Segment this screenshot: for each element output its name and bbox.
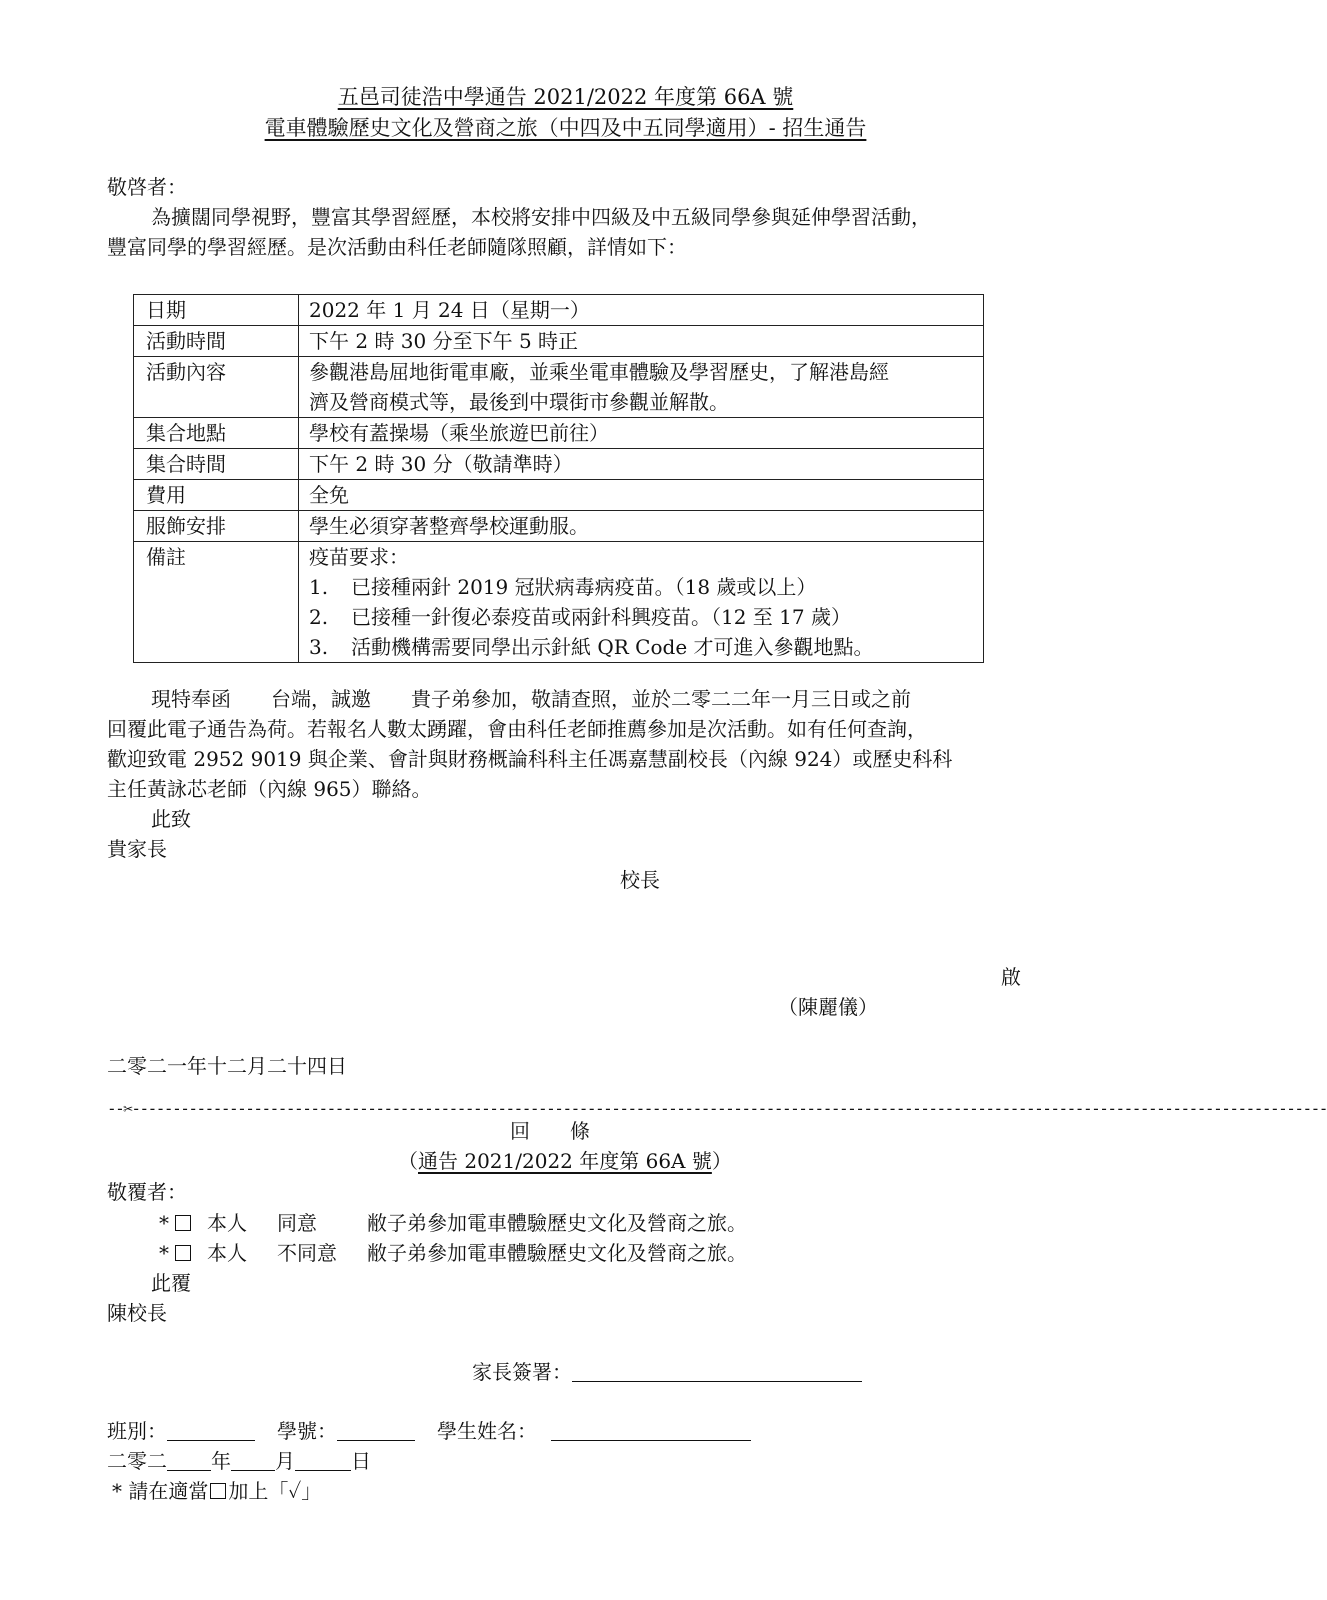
reply-title: 回 條 (510, 1119, 590, 1143)
row-label: 服飾安排 (134, 511, 299, 542)
table-row (134, 295, 984, 326)
year-field[interactable] (167, 1448, 211, 1471)
option-choice: 同意 (277, 1211, 317, 1235)
reply-closing: 此覆 (151, 1271, 191, 1295)
body-line-1: 現特奉函 台端，誠邀 貴子弟參加，敬請查照，並於二零二二年一月三日或之前 (151, 687, 911, 711)
row-value: 下午 2 時 30 分至下午 5 時正 (299, 326, 984, 357)
list-number: 1. (309, 575, 329, 599)
notice-date: 二零二一年十二月二十四日 (107, 1054, 347, 1078)
row-label: 集合地點 (134, 418, 299, 449)
list-number: 2. (309, 605, 329, 629)
principal-title: 校長 (620, 868, 660, 892)
body-line-2: 回覆此電子通告為荷。若報名人數太踴躍，會由科任老師推薦參加是次活動。如有任何查詢， (107, 717, 927, 741)
table-row (134, 511, 984, 542)
number-field[interactable] (337, 1418, 415, 1441)
option-text: 敝子弟參加電車體驗歷史文化及營商之旅。 (367, 1211, 747, 1235)
salutation: 敬啓者： (107, 175, 187, 199)
option-marker: * (159, 1241, 169, 1265)
reply-salutation: 敬覆者： (107, 1180, 187, 1204)
notice-subtitle: 電車體驗歷史文化及營商之旅（中四及中五同學適用）- 招生通告 (264, 116, 867, 140)
reply-addressee: 陳校長 (107, 1301, 167, 1325)
body-line-3: 歡迎致電 2952 9019 與企業、會計與財務概論科科主任馮嘉慧副校長（內線 924）或歷史科科 (107, 747, 953, 771)
row-value: 學生必須穿著整齊學校運動服。 (299, 511, 984, 542)
table-row (134, 418, 984, 449)
parent-signature-label: 家長簽署： (472, 1360, 572, 1384)
body-line-4: 主任黃詠芯老師（內線 965）聯絡。 (107, 777, 432, 801)
list-item (309, 572, 973, 602)
row-label: 活動內容 (134, 357, 299, 418)
row-value (299, 542, 984, 663)
class-field[interactable] (167, 1418, 255, 1441)
tick-instruction (112, 1476, 321, 1506)
row-value: 2022 年 1 月 24 日（星期一） (299, 295, 984, 326)
table-row (134, 542, 984, 663)
day-field[interactable] (295, 1448, 351, 1471)
vaccine-list (309, 572, 973, 662)
name-field[interactable] (551, 1418, 751, 1441)
table-row (134, 326, 984, 357)
closing-1: 此致 (151, 807, 191, 831)
scissors-cut-line: --✂--------------------------------------------------------------------------------------------------------------------------------------------------- (107, 1099, 1327, 1118)
disagree-checkbox[interactable] (175, 1245, 191, 1261)
row-value (299, 357, 984, 418)
class-label: 班別： (107, 1419, 167, 1443)
note-suffix: 加上「✓」 (228, 1479, 322, 1503)
number-label: 學號： (277, 1419, 337, 1443)
closing-2: 貴家長 (107, 837, 167, 861)
agree-checkbox[interactable] (175, 1215, 191, 1231)
reference-text: 通告 2021/2022 年度第 66A 號 (418, 1149, 712, 1173)
row-label: 集合時間 (134, 449, 299, 480)
list-item (309, 602, 973, 632)
reference-suffix: ） (711, 1149, 732, 1173)
parent-signature-row (472, 1357, 862, 1387)
list-number: 3. (309, 635, 329, 659)
list-text: 已接種一針復必泰疫苗或兩針科興疫苗。（12 至 17 歲） (351, 605, 851, 629)
row-value: 下午 2 時 30 分（敬請準時） (299, 449, 984, 480)
principal-name: （陳麗儀） (778, 995, 878, 1019)
list-text: 活動機構需要同學出示針紙 QR Code 才可進入參觀地點。 (351, 635, 874, 659)
option-agree[interactable] (159, 1208, 747, 1238)
date-prefix: 二零二 (107, 1449, 167, 1473)
table-row (134, 480, 984, 511)
row-value: 全免 (299, 480, 984, 511)
row-label: 日期 (134, 295, 299, 326)
details-table (133, 294, 984, 663)
note-prefix: * 請在適當 (112, 1479, 209, 1503)
option-who: 本人 (207, 1211, 247, 1235)
intro-line-2: 豐富同學的學習經歷。是次活動由科任老師隨隊照顧，詳情如下： (107, 235, 687, 259)
checkbox-icon (210, 1483, 226, 1499)
option-text: 敝子弟參加電車體驗歷史文化及營商之旅。 (367, 1241, 747, 1265)
row-value-line: 濟及營商模式等，最後到中環街市參觀並解散。 (309, 390, 729, 414)
student-info-row (107, 1416, 751, 1446)
option-choice: 不同意 (277, 1241, 337, 1265)
row-label: 費用 (134, 480, 299, 511)
row-value-line: 參觀港島屈地街電車廠，並乘坐電車體驗及學習歷史，了解港島經 (309, 360, 889, 384)
parent-signature-field[interactable] (572, 1359, 862, 1382)
row-value: 學校有蓋操場（乘坐旅遊巴前往） (299, 418, 984, 449)
reference-prefix: （ (398, 1149, 418, 1173)
table-row (134, 357, 984, 418)
table-row (134, 449, 984, 480)
name-label: 學生姓名： (437, 1419, 537, 1443)
option-marker: * (159, 1211, 169, 1235)
day-label: 日 (351, 1449, 371, 1473)
vaccine-heading: 疫苗要求： (309, 545, 409, 569)
reply-reference (398, 1146, 732, 1176)
intro-line-1: 為擴闊同學視野，豐富其學習經歷，本校將安排中四級及中五級同學參與延伸學習活動， (151, 205, 931, 229)
sign-char: 啟 (1001, 965, 1021, 989)
list-item (309, 632, 973, 662)
notice-title: 五邑司徒浩中學通告 2021/2022 年度第 66A 號 (337, 85, 794, 109)
year-label: 年 (211, 1449, 231, 1473)
option-who: 本人 (207, 1241, 247, 1265)
list-text: 已接種兩針 2019 冠狀病毒病疫苗。（18 歲或以上） (351, 575, 817, 599)
reply-date-row (107, 1446, 371, 1476)
option-disagree[interactable] (159, 1238, 747, 1268)
row-label: 備註 (134, 542, 299, 663)
row-label: 活動時間 (134, 326, 299, 357)
month-field[interactable] (231, 1448, 275, 1471)
month-label: 月 (275, 1449, 295, 1473)
